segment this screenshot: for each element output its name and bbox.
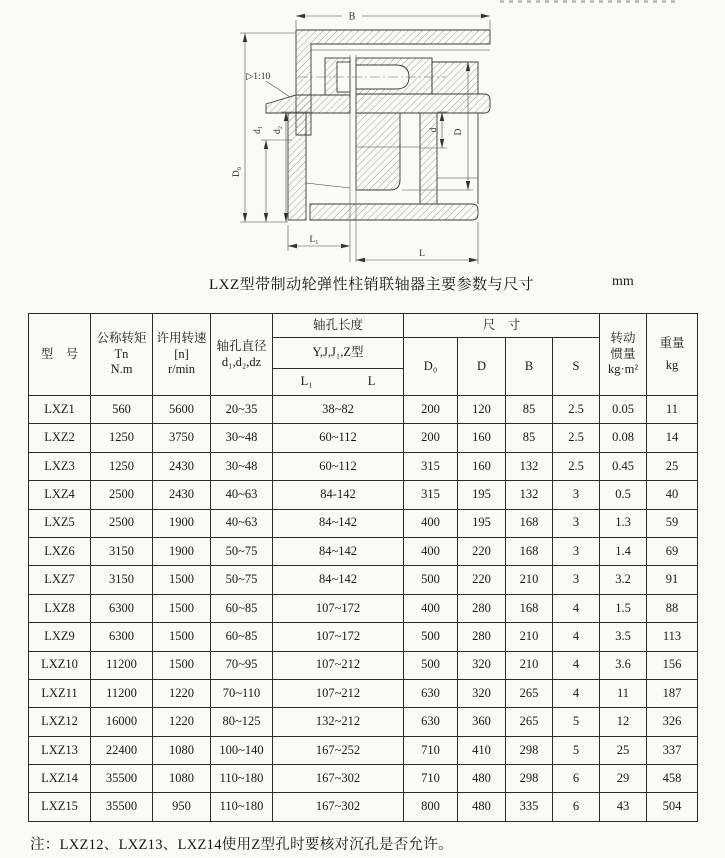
table-cell: 298 (506, 765, 553, 793)
table-cell: 187 (647, 679, 698, 707)
title-row (0, 273, 725, 293)
table-row (29, 452, 698, 480)
table-cell: 110~180 (211, 793, 273, 821)
table-cell: 50~75 (211, 537, 273, 565)
table-cell: 120 (458, 396, 506, 424)
l1-label: L₁ (300, 374, 313, 389)
table-cell: 710 (404, 765, 458, 793)
table-cell: 4 (553, 651, 600, 679)
table-cell: 35500 (91, 793, 153, 821)
table-cell: 2.5 (553, 424, 600, 452)
table-cell: 132 (506, 452, 553, 480)
table-cell: 500 (404, 651, 458, 679)
table-cell: 59 (647, 509, 698, 537)
table-cell: 195 (458, 481, 506, 509)
table-row (29, 509, 698, 537)
col-header-model: 型 号 (29, 314, 91, 396)
table-cell: 3.6 (600, 651, 647, 679)
col-header-s: S (553, 338, 600, 396)
table-cell: 60~112 (273, 424, 404, 452)
table-cell: 2.5 (553, 396, 600, 424)
torque-line2: N.m (110, 362, 133, 377)
table-cell: 298 (506, 736, 553, 764)
table-cell: 710 (404, 736, 458, 764)
table-cell: 60~112 (273, 452, 404, 480)
table-cell: 458 (647, 765, 698, 793)
table-cell: LXZ9 (29, 623, 91, 651)
taper-callout: ▷1:10 (246, 72, 271, 82)
table-cell: 20~35 (211, 396, 273, 424)
table-cell: 100~140 (211, 736, 273, 764)
table-cell: 69 (647, 537, 698, 565)
dim-label-b: B (348, 11, 356, 23)
table-cell: 2430 (153, 481, 211, 509)
col-header-weight (647, 314, 698, 396)
table-cell: 950 (153, 793, 211, 821)
table-cell: 107~172 (273, 623, 404, 651)
table-cell: 220 (458, 537, 506, 565)
table-cell: 22400 (91, 736, 153, 764)
table-cell: 320 (458, 651, 506, 679)
table-cell: 29 (600, 765, 647, 793)
table-cell: 3150 (91, 537, 153, 565)
speed-line3: r/min (167, 362, 196, 377)
table-cell: 107~212 (273, 651, 404, 679)
table-cell: LXZ1 (29, 396, 91, 424)
table-cell: 60~85 (211, 623, 273, 651)
table-cell: LXZ3 (29, 452, 91, 480)
table-row (29, 708, 698, 736)
table-cell: 84~142 (273, 509, 404, 537)
table-row (29, 651, 698, 679)
table-cell: 3.2 (600, 566, 647, 594)
table-cell: 1500 (153, 651, 211, 679)
table-cell: 12 (600, 708, 647, 736)
table-cell: 43 (600, 793, 647, 821)
table-cell: 6 (553, 793, 600, 821)
table-cell: LXZ5 (29, 509, 91, 537)
table-cell: 1900 (153, 509, 211, 537)
dim-label-d2: d₂ (273, 125, 283, 135)
table-cell: 800 (404, 793, 458, 821)
col-header-speed (153, 314, 211, 396)
table-cell: 91 (647, 566, 698, 594)
table-cell: 88 (647, 594, 698, 622)
table-row (29, 765, 698, 793)
table-cell: 500 (404, 623, 458, 651)
table-cell: 500 (404, 566, 458, 594)
table-cell: 360 (458, 708, 506, 736)
table-cell: 85 (506, 424, 553, 452)
page-title: LXZ型带制动轮弹性柱销联轴器主要参数与尺寸 (209, 277, 535, 293)
table-cell: LXZ10 (29, 651, 91, 679)
table-cell: 210 (506, 651, 553, 679)
table-cell: LXZ2 (29, 424, 91, 452)
table-cell: 630 (404, 708, 458, 736)
table-cell: 3750 (153, 424, 211, 452)
table-cell: 50~75 (211, 566, 273, 594)
table-cell: 84~142 (273, 537, 404, 565)
table-cell: 84~142 (273, 566, 404, 594)
table-cell: 400 (404, 509, 458, 537)
table-cell: 400 (404, 594, 458, 622)
table-cell: 160 (458, 452, 506, 480)
table-cell: 6 (553, 765, 600, 793)
table-cell: 4 (553, 623, 600, 651)
table-cell: 70~95 (211, 651, 273, 679)
col-header-d0: D₀ (404, 338, 458, 396)
weight-line2: kg (665, 357, 679, 372)
table-cell: 320 (458, 679, 506, 707)
table-cell: 504 (647, 793, 698, 821)
table-cell: 280 (458, 594, 506, 622)
table-cell: 335 (506, 793, 553, 821)
inertia-line3: kg·m² (607, 362, 639, 377)
table-cell: 210 (506, 566, 553, 594)
dim-label-d-small: d (429, 127, 439, 133)
table-row (29, 424, 698, 452)
table-cell: 5 (553, 736, 600, 764)
table-cell: 1250 (91, 424, 153, 452)
table-cell: 168 (506, 537, 553, 565)
dim-label-d1: d₁ (253, 125, 263, 135)
table-cell: 410 (458, 736, 506, 764)
table-cell: 4 (553, 679, 600, 707)
table-cell: LXZ4 (29, 481, 91, 509)
speed-line1: 许用转速 (156, 331, 207, 346)
table-cell: 38~82 (273, 396, 404, 424)
speed-line2: [n] (174, 346, 189, 361)
table-cell: 84-142 (273, 481, 404, 509)
table-cell: 480 (458, 793, 506, 821)
table-cell: 1220 (153, 679, 211, 707)
table-cell: 3.5 (600, 623, 647, 651)
col-header-torque (91, 314, 153, 396)
table-cell: 167~252 (273, 736, 404, 764)
table-cell: 167~302 (273, 793, 404, 821)
table-cell: 167~302 (273, 765, 404, 793)
table-cell: 3 (553, 509, 600, 537)
table-cell: 315 (404, 452, 458, 480)
table-cell: LXZ13 (29, 736, 91, 764)
table-cell: 200 (404, 424, 458, 452)
table-cell: LXZ15 (29, 793, 91, 821)
table-cell: 113 (647, 623, 698, 651)
table-row (29, 481, 698, 509)
table-cell: 1250 (91, 452, 153, 480)
table-row (29, 623, 698, 651)
table-cell: 5600 (153, 396, 211, 424)
table-cell: 107~212 (273, 679, 404, 707)
table-row (29, 736, 698, 764)
table-cell: 6300 (91, 623, 153, 651)
bore-line2: d₁,d₂,dz (221, 354, 262, 369)
col-header-bore-length: 轴孔长度 (273, 314, 404, 338)
col-header-b: B (506, 338, 553, 396)
table-cell: LXZ12 (29, 708, 91, 736)
table-cell: 160 (458, 424, 506, 452)
unit-label: mm (612, 274, 634, 289)
table-body (29, 396, 698, 822)
col-header-bore-length-types: Y,J,J₁,Z型 (273, 338, 404, 369)
table-cell: 3150 (91, 566, 153, 594)
table-cell: 4 (553, 594, 600, 622)
table-cell: 1080 (153, 736, 211, 764)
table-cell: 1080 (153, 765, 211, 793)
table-cell: 132~212 (273, 708, 404, 736)
table-cell: LXZ6 (29, 537, 91, 565)
table-cell: 132 (506, 481, 553, 509)
col-header-l1-l (273, 369, 404, 396)
table-cell: 3 (553, 537, 600, 565)
table-cell: 1500 (153, 594, 211, 622)
table-cell: LXZ8 (29, 594, 91, 622)
table-cell: 35500 (91, 765, 153, 793)
table-cell: 220 (458, 566, 506, 594)
dim-label-l1: L₁ (309, 235, 319, 245)
col-header-inertia (600, 314, 647, 396)
table-cell: 210 (506, 623, 553, 651)
table-cell: 168 (506, 509, 553, 537)
table-cell: 168 (506, 594, 553, 622)
table-cell: 14 (647, 424, 698, 452)
table-cell: 40~63 (211, 481, 273, 509)
table-cell: 60~85 (211, 594, 273, 622)
table-cell: 1.3 (600, 509, 647, 537)
table-row (29, 566, 698, 594)
footnote: 注：LXZ12、LXZ13、LXZ14使用Z型孔时要核对沉孔是否允许。 (30, 837, 453, 853)
table-cell: 315 (404, 481, 458, 509)
table-cell: 1.4 (600, 537, 647, 565)
table-cell: 0.45 (600, 452, 647, 480)
table-cell: 1900 (153, 537, 211, 565)
table-cell: 25 (647, 452, 698, 480)
table-cell: 2500 (91, 481, 153, 509)
dim-label-d-big: D (454, 128, 464, 136)
table-cell: 11 (600, 679, 647, 707)
table-cell: 0.08 (600, 424, 647, 452)
table-cell: 337 (647, 736, 698, 764)
table-cell: 1500 (153, 566, 211, 594)
table-cell: 107~172 (273, 594, 404, 622)
table-cell: 326 (647, 708, 698, 736)
inertia-line1: 转动 (610, 331, 636, 346)
inertia-line2: 惯量 (610, 346, 636, 361)
table-cell: 265 (506, 679, 553, 707)
col-header-d: D (458, 338, 506, 396)
table-cell: 195 (458, 509, 506, 537)
part-geometry (266, 30, 490, 262)
table-cell: 0.5 (600, 481, 647, 509)
table-cell: 480 (458, 765, 506, 793)
spec-table (28, 313, 698, 822)
table-cell: 280 (458, 623, 506, 651)
table-cell: LXZ11 (29, 679, 91, 707)
table-cell: 25 (600, 736, 647, 764)
table-cell: 1220 (153, 708, 211, 736)
weight-line1: 重量 (659, 335, 685, 350)
table-cell: LXZ7 (29, 566, 91, 594)
table-cell: LXZ14 (29, 765, 91, 793)
table-cell: 1500 (153, 623, 211, 651)
table-cell: 1.5 (600, 594, 647, 622)
table-cell: 11200 (91, 679, 153, 707)
table-cell: 110~180 (211, 765, 273, 793)
table-cell: 40~63 (211, 509, 273, 537)
table-cell: 200 (404, 396, 458, 424)
coupling-section-drawing (0, 0, 725, 272)
table-row (29, 679, 698, 707)
l-label: L (367, 374, 376, 389)
table-cell: 16000 (91, 708, 153, 736)
torque-line1: 公称转矩Tn (96, 331, 147, 361)
table-cell: 40 (647, 481, 698, 509)
table-cell: 560 (91, 396, 153, 424)
table-row (29, 594, 698, 622)
table-cell: 2.5 (553, 452, 600, 480)
table-cell: 6300 (91, 594, 153, 622)
col-header-bore-diameter (211, 314, 273, 396)
dim-label-l: L (419, 249, 425, 259)
col-header-dimensions: 尺 寸 (404, 314, 600, 338)
table-cell: 85 (506, 396, 553, 424)
table-cell: 630 (404, 679, 458, 707)
table-row (29, 537, 698, 565)
table-cell: 265 (506, 708, 553, 736)
table-cell: 2500 (91, 509, 153, 537)
bore-line1: 轴孔直径 (216, 338, 267, 353)
table-cell: 5 (553, 708, 600, 736)
table-cell: 0.05 (600, 396, 647, 424)
table-row (29, 793, 698, 821)
table-cell: 30~48 (211, 424, 273, 452)
dim-label-d0: D₀ (232, 166, 242, 178)
table-cell: 11200 (91, 651, 153, 679)
table-cell: 70~110 (211, 679, 273, 707)
table-cell: 3 (553, 481, 600, 509)
table-cell: 400 (404, 537, 458, 565)
table-cell: 30~48 (211, 452, 273, 480)
table-cell: 11 (647, 396, 698, 424)
table-row (29, 396, 698, 424)
table-cell: 2430 (153, 452, 211, 480)
table-cell: 3 (553, 566, 600, 594)
table-cell: 156 (647, 651, 698, 679)
table-cell: 80~125 (211, 708, 273, 736)
